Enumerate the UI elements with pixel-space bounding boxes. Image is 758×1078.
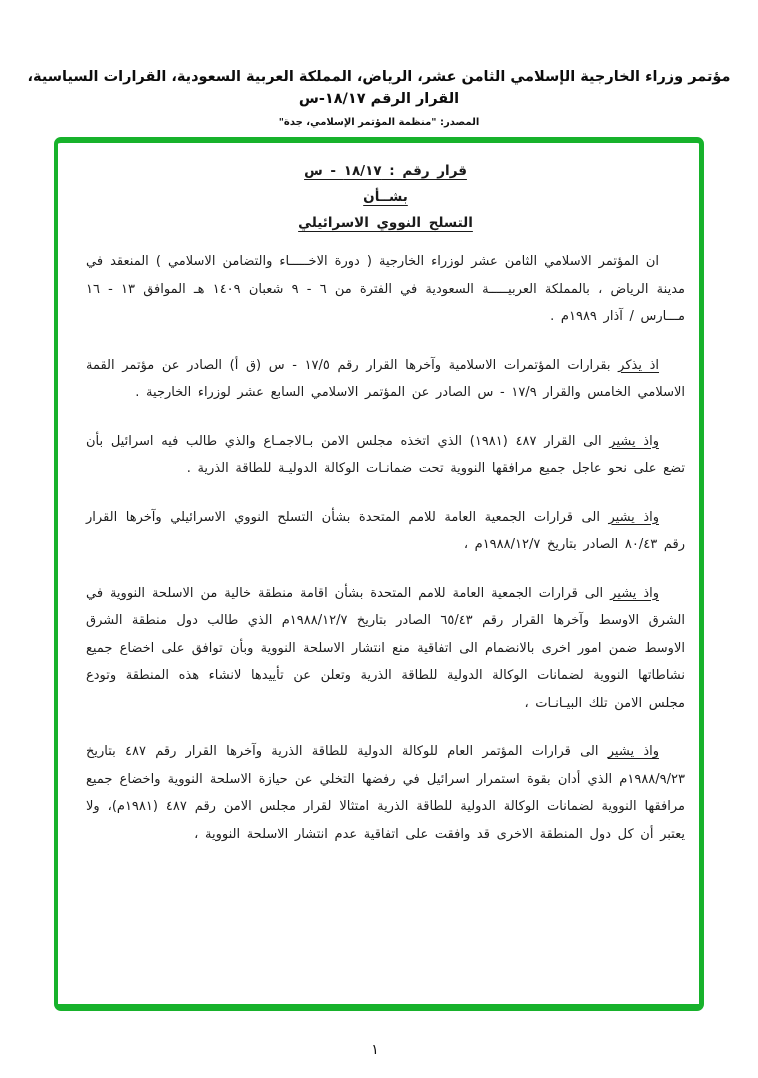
resolution-title-block xyxy=(86,163,685,232)
page-number: ١ xyxy=(371,1042,379,1058)
paragraph-text: الى القرار ٤٨٧ (١٩٨١) الذي اتخذه مجلس الامن بـالاجمـاع والذي طالب فيه اسرائيل بأن تضع على نحو عاجل جميع مرافقها النووية تحت ضمانـات الوكالة الدوليـة للطاقة الذرية . xyxy=(86,433,685,476)
paragraph-lead: واذ يشير xyxy=(608,509,659,525)
paragraph-iaea xyxy=(86,738,685,848)
resolution-frame xyxy=(54,137,704,1011)
resolution-subject-label-text: بشــأن xyxy=(363,189,408,205)
paragraph-text: الى قرارات الجمعية العامة للامم المتحدة بشأن التسلح النووي الاسرائيلي وآخرها القرار رقم ٨٠/٤٣ الصادر بتاريخ ١٩٨٨/١٢/٧م ، xyxy=(86,509,685,552)
paragraph-general-assembly xyxy=(86,504,685,559)
document-header xyxy=(20,66,738,128)
paragraph-lead: واذ يشير xyxy=(609,433,659,449)
paragraph-text: الى قرارات الجمعية العامة للامم المتحدة بشأن اقامة منطقة خالية من الاسلحة النووية في الشرق الاوسط وآخرها القرار رقم ٦٥/٤٣ الصادر بتاريخ ١٩٨٨/١٢/٧م الذي طالب دول منطقة الشرق الاوسط ضمن امور اخرى بالانضمام الى اتفاقية منع انتشار الاسلحة النووية وبأن توافق على اخضاع جميع نشاطاتها النووية لضمانات الوكالة الدولية للطاقة الذرية وتعلن عن تأييدها لانشاء هذه المنطقة وتودع مجلس الامن تلك البيـانـات ، xyxy=(86,585,685,711)
paragraph-lead: واذ يشير xyxy=(610,585,660,601)
paragraph-lead: واذ يشير xyxy=(607,744,659,759)
resolution-subject-text: التسلح النووي الاسرائيلي xyxy=(298,215,473,231)
paragraph-nuclear-free-zone xyxy=(86,580,685,718)
paragraph-lead: اذ يذكر xyxy=(618,357,660,373)
paragraph-text: ان المؤتمر الاسلامي الثامن عشر لوزراء الخارجية ( دورة الاخـــــاء والتضامن الاسلامي ) المنعقد في مدينة الرياض ، بالمملكة العربيـــــة السعودية في الفترة من ٦ - ٩ شعبان ١٤٠٩ هـ الموافق ١٣ - ١٦ مـــارس / آذار ١٩٨٩م . xyxy=(86,254,685,324)
document-citation-line: مؤتمر وزراء الخارجية الإسلامي الثامن عشر، الرياض، المملكة العربية السعودية، القرارات السياسية، القرار الرقم ١٨/١٧-س xyxy=(27,69,731,107)
paragraph-recalling xyxy=(86,352,685,407)
document-source-line: المصدر: "منظمة المؤتمر الإسلامي، جدة" xyxy=(278,117,480,128)
paragraph-text: الى قرارات المؤتمر العام للوكالة الدولية للطاقة الذرية وآخرها القرار رقم ٤٨٧ بتاريخ ١٩٨٨/٩/٢٣م الذي أدان بقوة استمرار اسرائيل في رفضها التخلي عن حيازة الاسلحة النووية واخضاع جميع مرافقها النووية لضمانات الوكالة الدولية للطاقة الذرية امتثالا لقرار مجلس الامن رقم ٤٨٧ (١٩٨١م)، ولا يعتبر أن كل دول المنطقة الاخرى قد وافقت على اتفاقية عدم انتشار الاسلحة النووية ، xyxy=(86,744,686,842)
resolution-subject-label xyxy=(86,189,685,206)
paragraph-preamble xyxy=(86,248,685,331)
resolution-subject-title xyxy=(86,215,685,232)
paragraph-text: بقرارات المؤتمرات الاسلامية وآخرها القرار رقم ١٧/٥ - س (ق أ) الصادر عن مؤتمر القمة الاسلامي الخامس والقرار ١٧/٩ - س الصادر عن المؤتمر الاسلامي السابع عشر لوزراء الخارجية . xyxy=(86,357,685,400)
resolution-body xyxy=(86,248,685,848)
resolution-number-text: قرار رقم : ١٨/١٧ - س xyxy=(304,163,467,179)
paragraph-security-council xyxy=(86,428,685,483)
resolution-number-title xyxy=(86,163,685,180)
